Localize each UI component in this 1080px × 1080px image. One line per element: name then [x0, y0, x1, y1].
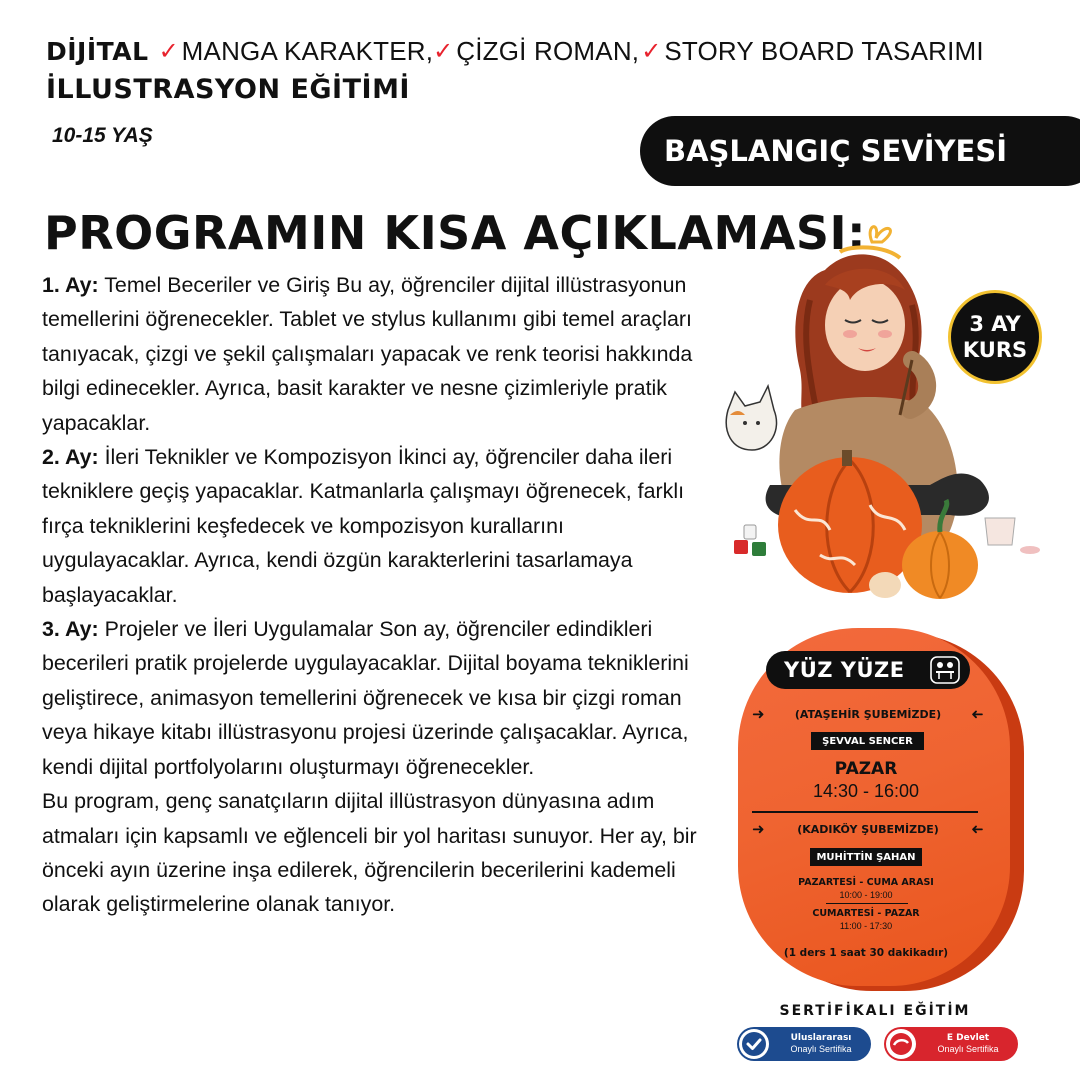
program-description — [42, 268, 714, 922]
branch2-weekend: CUMARTESİ - PAZAR — [812, 908, 920, 919]
month-3-label: 3. Ay: — [42, 617, 99, 642]
month-2-text: İleri Teknikler ve Kompozisyon İkinci ay, öğrenciler daha ileri tekniklere geçiş yapacaklar. Katmanlarla çalışmayı öğrenecek, farklı fırça tekniklerini keşfedecek ve kompozisyon kurallarını uygulayacaklar. Ayrıca, kendi özgün karakterlerini tasarlamaya başlayacaklar. — [42, 445, 685, 607]
month-3-text: Projeler ve İleri Uygulamalar Son ay, öğrenciler edindikleri becerileri pratik projelerde uygulayacaklar. Dijital boyama tekniklerini geliştirece, animasyon temellerini öğrenecek ve kısa bir çizgi roman veya hikaye kitabı illüstrasyonu projesi üzerinde çalışacaklar. Ayrıca, kendi dijital portfolyolarını oluşturmayı öğrenecekler. — [42, 617, 689, 779]
certificate-e-devlet-line2: Onaylı Sertifika — [937, 1044, 999, 1054]
certificate-international — [737, 1027, 871, 1061]
certificate-e-devlet — [884, 1027, 1018, 1061]
branch1-teacher: ŞEVVAL SENCER — [811, 732, 924, 750]
certificate-international-line1: Uluslararası — [790, 1033, 852, 1043]
branch1-time: 14:30 - 16:00 — [812, 781, 920, 801]
branch2-weekday-time: 10:00 - 19:00 — [839, 890, 893, 900]
age-range: 10-15 YAŞ — [52, 124, 153, 147]
certificate-e-devlet-line1: E Devlet — [946, 1033, 990, 1043]
course-duration-badge — [948, 290, 1042, 384]
schedule-divider — [752, 811, 978, 813]
certificate-international-line2: Onaylı Sertifika — [790, 1044, 852, 1054]
badge-line2: KURS — [962, 338, 1028, 362]
badge-line1: 3 AY — [969, 312, 1021, 336]
month-1-paragraph — [42, 268, 714, 440]
arrow-left-icon: ➜ — [971, 820, 984, 838]
e-devlet-logo-icon — [885, 1028, 917, 1060]
arrow-right-icon: ➜ — [752, 705, 765, 723]
main-title: PROGRAMIN KISA AÇIKLAMASI: — [44, 206, 866, 260]
topic-story-board: STORY BOARD TASARIMI — [664, 35, 984, 66]
header-dijital: DİJİTAL — [46, 36, 149, 66]
certificate-title: SERTİFİKALI EĞİTİM — [779, 1003, 971, 1019]
classroom-icon — [930, 656, 960, 684]
closing-paragraph: Bu program, genç sanatçıların dijital illüstrasyon dünyasına adım atmaları için kapsamlı ve eğlenceli bir yol haritası sunuyor. Her ay, bir önceki ayın üzerine inşa edilerek, öğrencilerin becerilerini kademeli olarak geliştirmelerine olanak tanıyor. — [42, 789, 697, 917]
schedule-small-divider — [826, 903, 908, 904]
check-icon: ✓ — [158, 37, 179, 65]
month-2-paragraph — [42, 440, 714, 612]
branch2-weekday: PAZARTESİ - CUMA ARASI — [798, 877, 934, 888]
girl-pumpkin-illustration — [700, 210, 1060, 620]
branch1-name: (ATAŞEHİR ŞUBEMİZDE) — [794, 707, 942, 721]
header-subtitle: İLLUSTRASYON EĞİTİMİ — [46, 74, 410, 105]
branch2-row — [752, 819, 984, 839]
arrow-right-icon: ➜ — [752, 820, 765, 838]
month-3-paragraph — [42, 612, 714, 784]
branch1-day: PAZAR — [834, 759, 898, 779]
topic-manga: MANGA KARAKTER, — [181, 35, 434, 66]
topic-cizgi-roman: ÇİZGİ ROMAN, — [456, 35, 640, 66]
check-icon: ✓ — [433, 37, 454, 65]
level-pill: BAŞLANGIÇ SEVİYESİ — [640, 116, 1080, 186]
mode-pill — [766, 651, 970, 689]
branch2-name: (KADIKÖY ŞUBEMİZDE) — [797, 822, 939, 836]
month-1-label: 1. Ay: — [42, 273, 99, 297]
lesson-duration: (1 ders 1 saat 30 dakikadır) — [783, 947, 949, 959]
header-topics-line — [46, 34, 1026, 68]
arrow-left-icon: ➜ — [971, 705, 984, 723]
branch1-row — [752, 704, 984, 724]
checkmark-seal-icon — [738, 1028, 770, 1060]
branch2-weekend-time: 11:00 - 17:30 — [839, 921, 893, 931]
check-icon: ✓ — [641, 37, 662, 65]
branch2-teacher: MUHİTTİN ŞAHAN — [810, 848, 922, 866]
month-1-text: Temel Beceriler ve Giriş Bu ay, öğrenciler dijital illüstrasyonun temellerini öğrenecekler. Tablet ve stylus kullanımı gibi temel araçları tanıyacak, çizgi ve şekil çalışmaları yapacak ve renk teorisi hakkında bilgi edinecekler. Ayrıca, basit karakter ve nesne çizimleriyle pratik yapacaklar. — [42, 273, 693, 435]
mode-label: YÜZ YÜZE — [784, 658, 905, 682]
month-2-label: 2. Ay: — [42, 445, 99, 470]
